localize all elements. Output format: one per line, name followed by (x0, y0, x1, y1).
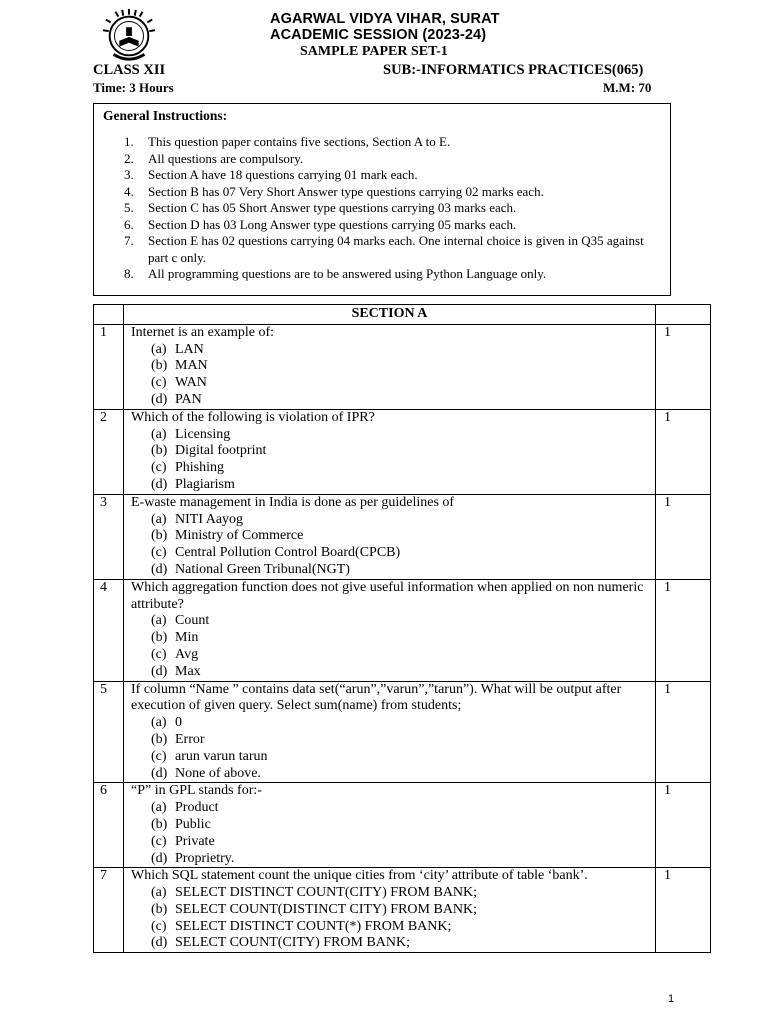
option-item (151, 613, 652, 630)
option-item (151, 545, 652, 562)
option-item (151, 512, 652, 529)
question-row (94, 868, 711, 953)
option-item (151, 427, 652, 444)
option-text: Error (175, 731, 205, 747)
option-label: (c) (151, 545, 167, 561)
option-item (151, 562, 652, 579)
school-name: AGARWAL VIDYA VIHAR, SURAT (270, 11, 500, 27)
question-cell (124, 681, 656, 783)
option-label: (b) (151, 816, 168, 832)
instruction-text: Section E has 02 questions carrying 04 marks each. One internal choice is given in Q35 against part c only. (148, 233, 644, 265)
option-label: (a) (151, 885, 167, 901)
option-label: (c) (151, 748, 167, 764)
question-number: 5 (94, 681, 124, 783)
question-number: 4 (94, 579, 124, 681)
academic-session: ACADEMIC SESSION (2023-24) (270, 27, 487, 43)
paper-title: SAMPLE PAPER SET-1 (300, 44, 448, 59)
option-text: SELECT DISTINCT COUNT(*) FROM BANK; (175, 918, 452, 934)
option-item (151, 630, 652, 647)
option-label: (d) (151, 476, 168, 492)
option-text: LAN (175, 341, 204, 357)
subject-label: SUB:-INFORMATICS PRACTICES(065) (383, 62, 644, 78)
option-item (151, 358, 652, 375)
question-marks: 1 (656, 579, 711, 681)
question-text: Which SQL statement count the unique cities from ‘city’ attribute of table ‘bank’. (131, 868, 588, 884)
question-cell (124, 494, 656, 579)
option-text: Max (175, 663, 201, 679)
option-text: Licensing (175, 426, 231, 442)
option-item (151, 528, 652, 545)
option-text: Central Pollution Control Board(CPCB) (175, 545, 401, 561)
instruction-number: 1. (124, 134, 134, 149)
options-list (127, 885, 652, 952)
option-label: (d) (151, 663, 168, 679)
option-item (151, 935, 652, 952)
school-logo-emblem (100, 6, 158, 64)
option-text: Proprietry. (175, 850, 235, 866)
question-cell (124, 579, 656, 681)
option-label: (a) (151, 800, 167, 816)
option-label: (b) (151, 443, 168, 459)
option-item (151, 715, 652, 732)
options-list (127, 715, 652, 782)
question-row (94, 324, 711, 409)
option-item (151, 851, 652, 868)
instruction-item (124, 134, 664, 151)
option-text: Avg (175, 646, 199, 662)
option-item (151, 800, 652, 817)
option-text: arun varun tarun (175, 748, 268, 764)
instruction-item (124, 200, 664, 217)
option-item (151, 885, 652, 902)
option-item (151, 477, 652, 494)
instruction-item (124, 217, 664, 234)
option-label: (d) (151, 765, 168, 781)
options-list (127, 342, 652, 409)
option-text: NITI Aayog (175, 511, 244, 527)
general-instructions-box (93, 103, 671, 296)
option-text: 0 (175, 715, 182, 731)
option-item (151, 919, 652, 936)
option-label: (a) (151, 715, 167, 731)
option-item (151, 375, 652, 392)
option-text: National Green Tribunal(NGT) (175, 561, 350, 577)
instruction-item (124, 266, 664, 283)
option-text: Public (175, 816, 211, 832)
instructions-title: General Instructions: (103, 108, 228, 123)
question-text: Which of the following is violation of IPR? (131, 409, 375, 425)
option-text: MAN (175, 358, 208, 374)
question-text: If column “Name ” contains data set(“arun”,”varun”,”tarun”). What will be output after execution of given query. Select sum(name) from students; (131, 681, 622, 714)
question-rows (94, 324, 711, 952)
option-item (151, 342, 652, 359)
option-text: SELECT COUNT(CITY) FROM BANK; (175, 935, 411, 951)
option-label: (b) (151, 630, 168, 646)
section-a-table (93, 304, 711, 953)
instructions-list (124, 134, 664, 283)
question-cell (124, 783, 656, 868)
question-marks: 1 (656, 324, 711, 409)
question-text: “P” in GPL stands for:- (131, 783, 262, 799)
question-row (94, 579, 711, 681)
instruction-number: 6. (124, 216, 134, 232)
option-item (151, 460, 652, 477)
instruction-number: 2. (124, 150, 134, 166)
question-marks: 1 (656, 494, 711, 579)
option-text: Count (175, 613, 210, 629)
option-text: SELECT COUNT(DISTINCT CITY) FROM BANK; (175, 901, 478, 917)
option-item (151, 647, 652, 664)
option-label: (b) (151, 731, 168, 747)
option-item (151, 817, 652, 834)
question-cell (124, 868, 656, 953)
question-row (94, 494, 711, 579)
option-item (151, 392, 652, 409)
instruction-text: All questions are compulsory. (148, 150, 304, 166)
question-text: Internet is an example of: (131, 324, 275, 340)
question-number: 6 (94, 783, 124, 868)
question-row (94, 681, 711, 783)
instruction-item (124, 151, 664, 168)
blank-cell (656, 305, 711, 325)
option-item (151, 749, 652, 766)
options-list (127, 512, 652, 579)
question-number: 3 (94, 494, 124, 579)
instruction-number: 8. (124, 266, 134, 281)
question-text: Which aggregation function does not give useful information when applied on non numeric attribute? (131, 579, 644, 612)
option-text: Phishing (175, 460, 225, 476)
option-item (151, 732, 652, 749)
option-item (151, 902, 652, 919)
instruction-text: Section A have 18 questions carrying 01 mark each. (148, 167, 418, 182)
instruction-item (124, 184, 664, 201)
option-label: (d) (151, 561, 168, 577)
option-item (151, 834, 652, 851)
question-cell (124, 409, 656, 494)
option-item (151, 443, 652, 460)
option-text: Ministry of Commerce (175, 528, 304, 544)
option-label: (c) (151, 460, 167, 476)
instruction-text: Section B has 07 Very Short Answer type questions carrying 02 marks each. (148, 183, 544, 199)
option-label: (a) (151, 511, 167, 527)
options-list (127, 613, 652, 680)
max-marks-label: M.M: 70 (603, 80, 652, 95)
option-text: Min (175, 630, 199, 646)
question-text: E-waste management in India is done as per guidelines of (131, 494, 455, 510)
section-title: SECTION A (124, 305, 656, 325)
instruction-item (124, 167, 664, 184)
option-text: Plagiarism (175, 476, 235, 492)
question-marks: 1 (656, 409, 711, 494)
options-list (127, 800, 652, 867)
question-marks: 1 (656, 868, 711, 953)
option-label: (b) (151, 901, 168, 917)
instruction-number: 3. (124, 167, 134, 182)
question-row (94, 783, 711, 868)
option-label: (b) (151, 528, 168, 544)
option-label: (d) (151, 850, 168, 866)
option-label: (d) (151, 391, 168, 407)
section-header-row (94, 305, 711, 325)
option-item (151, 766, 652, 783)
question-marks: 1 (656, 681, 711, 783)
question-number: 2 (94, 409, 124, 494)
class-label: CLASS XII (93, 62, 166, 78)
instruction-text: All programming questions are to be answered using Python Language only. (148, 266, 547, 281)
instruction-text: Section C has 05 Short Answer type questions carrying 03 marks each. (148, 200, 517, 215)
question-marks: 1 (656, 783, 711, 868)
option-text: PAN (175, 391, 202, 407)
option-text: Private (175, 833, 215, 849)
instruction-item (124, 233, 664, 266)
question-row (94, 409, 711, 494)
instruction-text: Section D has 03 Long Answer type questions carrying 05 marks each. (148, 216, 517, 232)
option-text: Product (175, 800, 219, 816)
option-label: (c) (151, 375, 167, 391)
instruction-number: 5. (124, 200, 134, 215)
option-item (151, 664, 652, 681)
option-label: (a) (151, 426, 167, 442)
option-text: None of above. (175, 765, 261, 781)
option-label: (b) (151, 358, 168, 374)
option-label: (a) (151, 613, 167, 629)
option-text: SELECT DISTINCT COUNT(CITY) FROM BANK; (175, 885, 478, 901)
option-label: (c) (151, 918, 167, 934)
instruction-text: This question paper contains five sections, Section A to E. (148, 134, 451, 149)
option-label: (c) (151, 833, 167, 849)
option-label: (d) (151, 935, 168, 951)
options-list (127, 427, 652, 494)
option-text: Digital footprint (175, 443, 267, 459)
question-number: 7 (94, 868, 124, 953)
blank-cell (94, 305, 124, 325)
time-label: Time: 3 Hours (93, 80, 174, 95)
instruction-number: 4. (124, 183, 134, 199)
page-number: 1 (668, 993, 675, 1005)
question-cell (124, 324, 656, 409)
option-label: (c) (151, 646, 167, 662)
option-label: (a) (151, 341, 167, 357)
question-number: 1 (94, 324, 124, 409)
option-text: WAN (175, 375, 207, 391)
instruction-number: 7. (124, 233, 134, 248)
